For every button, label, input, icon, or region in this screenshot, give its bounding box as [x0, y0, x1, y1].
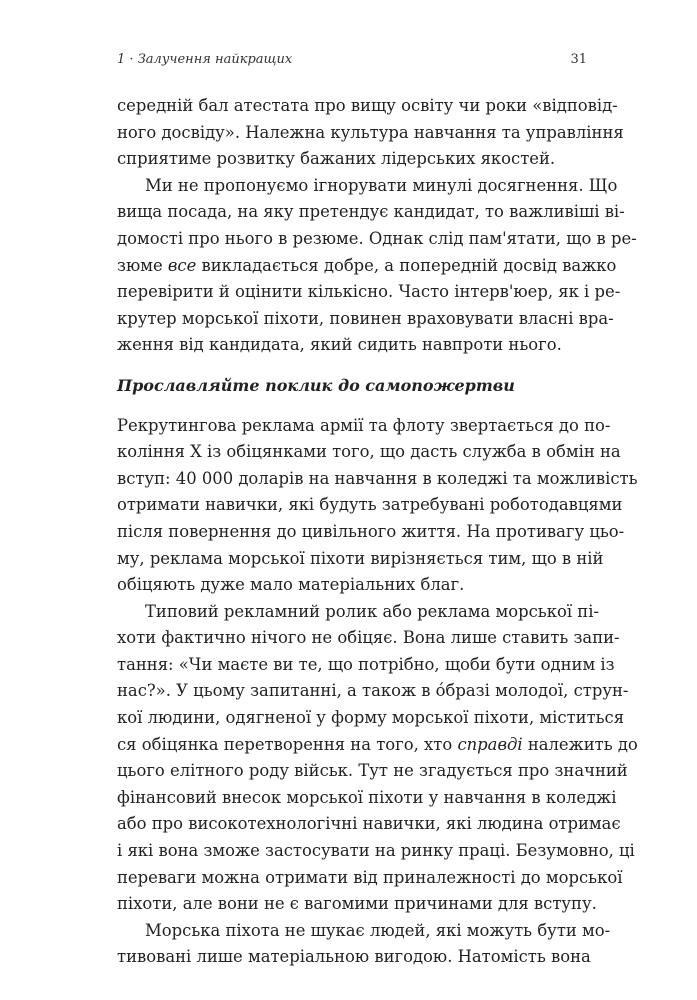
- text-line: кої людини, одягненої у форму морської піхоти, міститься: [117, 708, 625, 728]
- text-line: отримати навички, які будуть затребувані роботодавцями: [117, 495, 623, 515]
- text-line: ження від кандидата, який сидить навпроти нього.: [117, 335, 562, 355]
- text-line: Рекрутингова реклама армії та флоту звертається до по-: [117, 415, 611, 435]
- paragraph-5: [117, 918, 611, 971]
- paragraph-4: [117, 599, 638, 918]
- paragraph-3: [117, 413, 638, 599]
- body-text: [117, 93, 638, 971]
- text-line: перевірити й оцінити кількісно. Часто інтерв'юер, як і ре-: [117, 282, 621, 302]
- chapter-label: [117, 52, 292, 67]
- text-line: тивовані лише матеріальною вигодою. Натомість вона: [117, 947, 591, 967]
- text-line: сприятиме розвитку бажаних лідерських якостей.: [117, 149, 556, 169]
- text-line: коління X із обіцянками того, що дасть служба в обмін на: [117, 442, 621, 462]
- text-line: вища посада, на яку претендує кандидат, то важливіші ві-: [117, 202, 625, 222]
- text-run: зюме: [117, 255, 168, 275]
- text-line: Типовий рекламний ролик або реклама морської пі-: [145, 601, 599, 621]
- emphasis: справді: [457, 734, 523, 754]
- text-line: переваги можна отримати від приналежності до морської: [117, 867, 623, 887]
- paragraph-1: [117, 93, 624, 173]
- text-line: [117, 253, 617, 280]
- text-line: вступ: 40 000 доларів на навчання в коледжі та можливість: [117, 468, 638, 488]
- text-line: Морська піхота не шукає людей, які можуть бути мо-: [145, 920, 611, 940]
- text-line: або про високотехнологічні навички, які людина отримає: [117, 814, 621, 834]
- text-line: крутер морської піхоти, повинен враховувати власні вра-: [117, 308, 614, 328]
- text-line: ного досвіду». Належна культура навчання та управління: [117, 122, 624, 142]
- page-number: 31: [570, 52, 587, 67]
- paragraph-2: [117, 173, 637, 359]
- chapter-number: 1: [117, 52, 126, 67]
- text-line: піхоти, але вони не є вагомими причинами для вступу.: [117, 894, 597, 914]
- text-line: і які вона зможе застосувати на ринку праці. Безумовно, ці: [117, 841, 635, 861]
- text-line: нас?». У цьому запитанні, а також в óбразі молодої, струн-: [117, 681, 629, 701]
- text-line: му, реклама морської піхоти вирізняється тим, що в ній: [117, 548, 604, 568]
- running-header: [117, 52, 587, 72]
- text-run: викладається добре, а попередній досвід важко: [196, 255, 617, 275]
- text-line: Ми не пропонуємо ігнорувати минулі досягнення. Що: [145, 175, 618, 195]
- text-line: фінансовий внесок морської піхоти у навчання в коледжі: [117, 787, 617, 807]
- text-line: обіцяють дуже мало матеріальних благ.: [117, 575, 465, 595]
- text-line: середній бал атестата про вищу освіту чи роки «відповід-: [117, 96, 618, 115]
- emphasis: все: [167, 255, 197, 275]
- text-line: тання: «Чи маєте ви те, що потрібно, щоби бути одним із: [117, 654, 615, 674]
- text-line: [117, 732, 638, 759]
- text-run: належить до: [522, 734, 638, 754]
- text-line: домості про нього в резюме. Однак слід пам'ятати, що в ре-: [117, 228, 637, 248]
- text-run: ся обіцянка перетворення на того, хто: [117, 734, 453, 754]
- text-line: хоти фактично нічого не обіцяє. Вона лише ставить запи-: [117, 628, 620, 648]
- text-line: цього елітного роду військ. Тут не згадується про значний: [117, 761, 628, 781]
- section-heading: Прославляйте поклик до самопожертви: [117, 375, 515, 395]
- header-separator: ·: [129, 52, 134, 67]
- chapter-title: Залучення найкращих: [137, 52, 293, 67]
- text-line: після повернення до цивільного життя. На противагу цьо-: [117, 521, 625, 541]
